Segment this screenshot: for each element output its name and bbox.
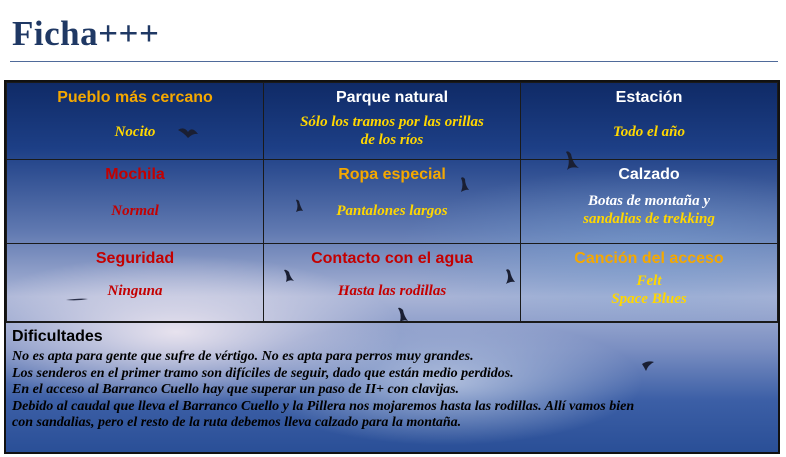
- info-grid: [6, 82, 778, 322]
- cell-value: Ninguna: [107, 283, 163, 299]
- cell-label: Ropa especial: [338, 166, 446, 183]
- cell-seguridad: [7, 244, 264, 322]
- cell-pueblo: [7, 83, 264, 160]
- cell-label: Parque natural: [335, 89, 449, 106]
- cell-label: Canción del acceso: [574, 250, 724, 267]
- cell-value: Normal: [111, 203, 159, 219]
- cell-value: Pantalones largos: [336, 203, 448, 219]
- cell-ropa: [264, 160, 521, 244]
- info-card: [4, 80, 780, 454]
- difficulty-line: con sandalias, pero el resto de la ruta debemos lleva calzado para la montaña.: [12, 415, 462, 430]
- cell-value: Felt: [636, 273, 662, 289]
- cell-cancion: [521, 244, 778, 322]
- cell-value: sandalias de trekking: [583, 211, 715, 227]
- difficulties-title: Dificultades: [12, 328, 103, 345]
- cell-estacion: [521, 83, 778, 160]
- cell-label: Mochila: [105, 166, 165, 183]
- difficulty-line: Debido al caudal que lleva el Barranco Cuello y la Pillera nos mojaremos hasta las rodillas. Allí vamos bien: [12, 398, 635, 414]
- cell-value: de los ríos: [360, 132, 424, 148]
- cell-value: Todo el año: [613, 124, 685, 140]
- cell-label: Calzado: [618, 166, 680, 183]
- cell-value: Sólo los tramos por las orillas: [300, 114, 484, 130]
- page-title: Ficha+++: [12, 14, 160, 53]
- cell-value: Space Blues: [611, 291, 687, 307]
- difficulty-line: Los senderos en el primer tramo son difíciles de seguir, dado que están medio perdidos.: [12, 365, 514, 381]
- title-rule: [10, 61, 778, 62]
- difficulty-line: En el acceso al Barranco Cuello hay que superar un paso de II+ con clavijas.: [12, 382, 460, 397]
- cell-label: Contacto con el agua: [311, 250, 473, 267]
- cell-label: Seguridad: [95, 250, 175, 267]
- difficulty-line: No es apta para gente que sufre de vértigo. No es apta para perros muy grandes.: [12, 349, 474, 364]
- cell-mochila: [7, 160, 264, 244]
- cell-value: Hasta las rodillas: [337, 283, 447, 299]
- cell-parque: [264, 83, 521, 160]
- cell-label: Estación: [615, 89, 683, 106]
- cell-calzado: [521, 160, 778, 244]
- cell-value: Nocito: [114, 124, 156, 140]
- cell-label: Pueblo más cercano: [57, 89, 213, 106]
- difficulties-section: [6, 322, 778, 454]
- cell-contacto-agua: [264, 244, 521, 322]
- cell-value: Botas de montaña y: [587, 193, 711, 209]
